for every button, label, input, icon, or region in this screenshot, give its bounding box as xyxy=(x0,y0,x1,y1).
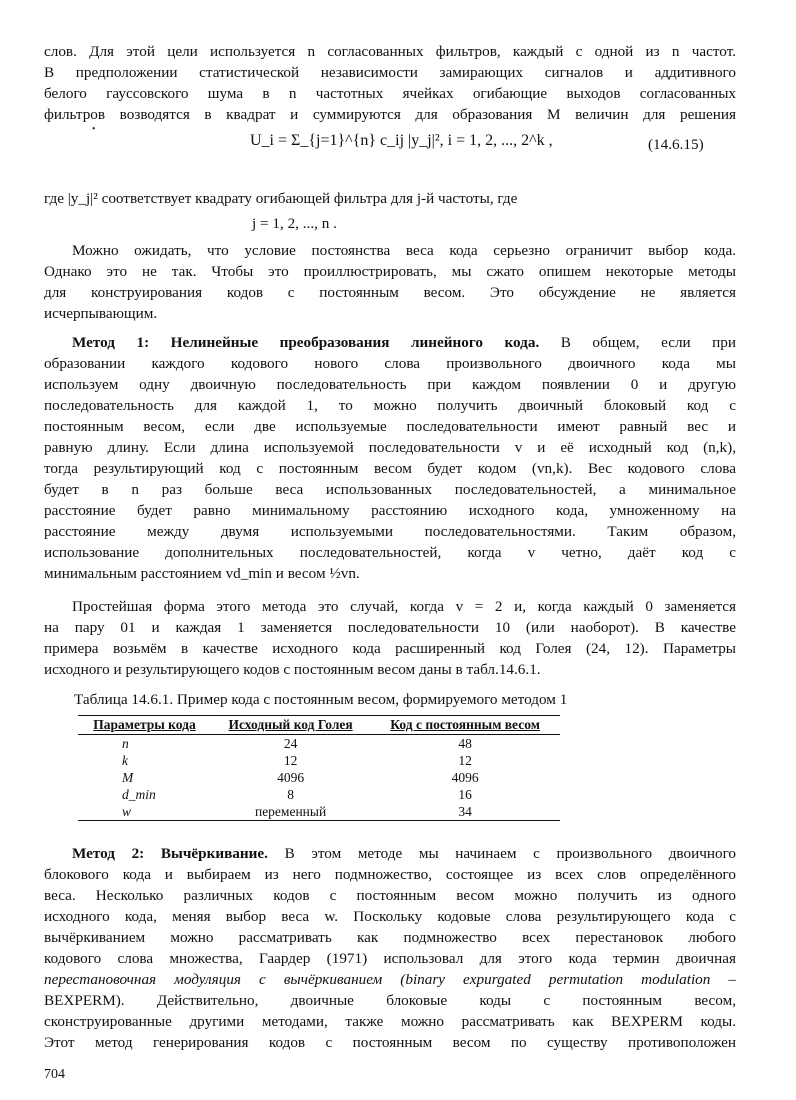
text-line: слов. Для этой цели используется n согласованных фильтров, каждый с одной из n частот. xyxy=(44,43,736,60)
table-row xyxy=(78,803,560,821)
text-line: равную длину. Если длина используемой последовательности v и её исходный код (n,k), xyxy=(44,439,736,456)
table-cell: d_min xyxy=(122,787,156,802)
paragraph-4 xyxy=(44,596,736,680)
method-1-heading: Метод 1: Нелинейные преобразования линейного кода. xyxy=(72,334,540,351)
text-line: постоянным весом, если две используемые последовательности имеют равный вес и xyxy=(44,418,736,435)
table-cell: 4096 xyxy=(451,770,479,785)
table-cell: переменный xyxy=(211,803,370,821)
text-line: сконструированные другими методами, также можно рассматривать как BEXPERM коды. xyxy=(44,1013,736,1030)
j-range: j = 1, 2, ..., n . xyxy=(252,215,337,232)
text-line: расстояние между двумя используемыми последовательностями. Таким образом, xyxy=(44,523,736,540)
table-caption: Таблица 14.6.1. Пример кода с постоянным весом, формируемого методом 1 xyxy=(74,691,568,708)
table-row xyxy=(78,786,560,803)
text-line: Простейшая форма этого метода это случай, когда v = 2 и, когда каждый 0 заменяется xyxy=(72,598,736,615)
column-header: Код с постоянным весом xyxy=(370,716,560,735)
table-cell: w xyxy=(78,803,211,821)
table-cell: 12 xyxy=(458,753,472,768)
table-cell: 24 xyxy=(283,736,298,751)
text-line: вычёркиванием можно рассматривать как подмножество всех перестановок любого xyxy=(44,929,736,946)
table-cell: 4096 xyxy=(277,770,305,785)
text-line: для конструирования кодов с постоянным весом. Это обсуждение не является xyxy=(44,284,736,301)
table-header-row xyxy=(78,716,560,735)
method-2-heading: Метод 2: Вычёркивание. xyxy=(72,845,268,862)
text-line: Однако это не так. Чтобы это проиллюстрировать, мы сжато опишем некоторые методы xyxy=(44,263,736,280)
table-cell: k xyxy=(122,753,128,768)
table-row xyxy=(78,735,560,753)
text-line: белого гауссовского шума в n частотных ячейках огибающие выходов согласованных xyxy=(44,85,736,102)
where-line: где |y_j|² соответствует квадрату огибающей фильтра для j-й частоты, где xyxy=(44,190,518,207)
text-line: будет в n раз больше веса использованных последовательностей, а минимальное xyxy=(44,481,736,498)
table-cell: 8 xyxy=(287,787,294,802)
table-row xyxy=(78,752,560,769)
table-cell: 12 xyxy=(283,753,298,768)
text-line: последовательность для каждой 1, то можно получить двоичный блоковый код с xyxy=(44,397,736,414)
method-1-section xyxy=(44,332,736,584)
text-line: расстояние будет равно минимальному расстоянию исходного кода, умноженному на xyxy=(44,502,736,519)
text-line: используем одну двоичную последовательность при каждом появлении 0 и другую xyxy=(44,376,736,393)
table-cell: 34 xyxy=(370,803,560,821)
text-line: кодового слова множества, Гаардер (1971) использовал для этого кода термин двоичная xyxy=(44,950,736,967)
text-line: веса. Несколько различных кодов с постоянным весом можно получить из одного xyxy=(44,887,736,904)
text-line: BEXPERM). Действительно, двоичные блоковые коды с постоянным весом, xyxy=(44,992,736,1009)
text-line: образовании каждого кодового нового слова произвольного двоичного кода мы xyxy=(44,355,736,372)
text-line: минимальным расстоянием vd_min и весом ½vn. xyxy=(44,565,360,582)
formula-14-6-15: U_i = Σ_{j=1}^{n} c_ij |y_j|², i = 1, 2, ..., 2^k , xyxy=(250,132,553,149)
method-2-section xyxy=(44,843,736,1053)
table-cell: n xyxy=(122,736,129,751)
text-line: примера возьмём в качестве исходного кода расширенный код Голея (24, 12). Параметры xyxy=(44,640,736,657)
text-line: тогда результирующий код с постоянным весом будет кодом (vn,k). Вес кодового слова xyxy=(44,460,736,477)
equation-number: (14.6.15) xyxy=(648,136,704,153)
text-line: фильтров возводятся в квадрат и суммируются для образования M величин для решения xyxy=(44,106,736,123)
table-row xyxy=(78,769,560,786)
paragraph-intro xyxy=(44,41,736,125)
text-line: Этот метод генерирования кодов с постоянным весом по существу противоположен xyxy=(44,1034,736,1051)
text-line: Можно ожидать, что условие постоянства веса кода серьезно ограничит выбор кода. xyxy=(72,242,736,259)
page-number: 704 xyxy=(44,1067,65,1082)
text-line: исчерпывающим. xyxy=(44,305,158,322)
table-cell: 16 xyxy=(458,787,472,802)
text-line: исходного кода, меняя выбор веса w. Поскольку кодовые слова результирующего кода с xyxy=(44,908,736,925)
parameters-table xyxy=(78,715,560,821)
text-line: В предположении статистической независимости замирающих сигналов и аддитивного xyxy=(44,64,736,81)
text-line: на пару 01 и каждая 1 заменяется последовательности 10 (или наоборот). В качестве xyxy=(44,619,736,636)
paragraph-2 xyxy=(44,240,736,324)
text-line: использование дополнительных последовательностей, когда v четно, даёт код с xyxy=(44,544,736,561)
column-header: Параметры кода xyxy=(78,716,211,735)
text-line: Метод 1: Нелинейные преобразования линейного кода. В общем, если при xyxy=(72,334,737,351)
text-line: блокового кода и выбираем из него подмножество, состоящее из всех слов определённого xyxy=(44,866,736,883)
table-cell: M xyxy=(122,770,134,785)
scan-dot: • xyxy=(92,124,96,135)
text-line: исходного и результирующего кодов с постоянным весом даны в табл.14.6.1. xyxy=(44,661,541,678)
table-cell: 48 xyxy=(458,736,472,751)
text-line: перестановочная модуляция с вычёркиванием (binary expurgated permutation modulation – xyxy=(44,971,736,988)
column-header: Исходный код Голея xyxy=(211,716,370,735)
text-line: Метод 2: Вычёркивание. В этом методе мы начинаем с произвольного двоичного xyxy=(72,845,737,862)
